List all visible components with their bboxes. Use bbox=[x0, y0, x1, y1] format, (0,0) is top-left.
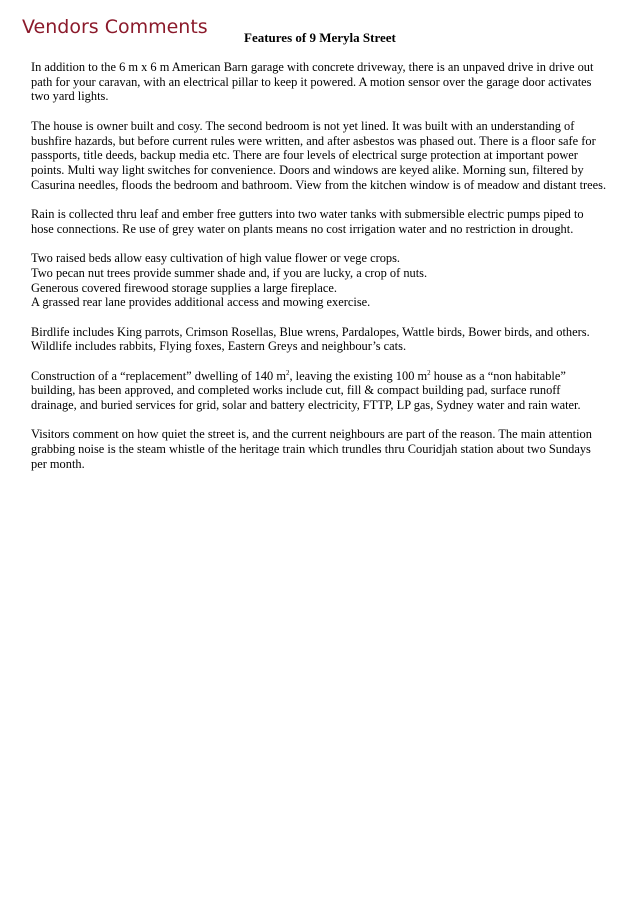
line-rear-lane: A grassed rear lane provides additional access and mowing exercise. bbox=[31, 295, 371, 310]
paragraph-visitors: Visitors comment on how quiet the street is, and the current neighbours are part of the reason. The main attention grabbing noise is the steam whistle of the heritage train which trundles thru Couridjah station about two Sundays per month. bbox=[31, 427, 592, 471]
line-pecan-trees: Two pecan nut trees provide summer shade and, if you are lucky, a crop of nuts. bbox=[31, 265, 428, 280]
superscript-squared-2: 2 bbox=[427, 368, 431, 377]
paragraph-wildlife: Birdlife includes King parrots, Crimson Rosellas, Blue wrens, Pardalopes, Wattle birds, Bower birds, and others. Wildlife includes rabbits, Flying foxes, Eastern Greys and neighbour’s cats. bbox=[31, 324, 590, 354]
line-firewood: Generous covered firewood storage supplies a large fireplace. bbox=[31, 280, 337, 295]
document-body bbox=[31, 60, 609, 486]
construction-text-3: house as a “non habitable” building, has been approved, and completed works include cut, fill & compact building pad, surface runoff drainage, and buried services for grid, solar and battery electricity, FTTP, LP gas, Sydney water and rain water. bbox=[31, 368, 581, 413]
paragraph-house: The house is owner built and cosy. The second bedroom is not yet lined. It was built with an understanding of bushfire hazards, but before current rules were written, and after asbestos was phased out. There is a floor safe for passports, title deeds, backup media etc. There are four levels of electrical surge protection at important power points. Multi way light switches for convenience. Doors and windows are keyed alike. Morning sun, filtered by Casurina needles, floods the bedroom and bathroom. View from the kitchen window is of meadow and distant trees. bbox=[31, 118, 607, 192]
construction-text-1: Construction of a “replacement” dwelling of 140 m bbox=[31, 368, 286, 383]
paragraph-construction bbox=[31, 369, 609, 413]
page-title: Features of 9 Meryla Street bbox=[244, 30, 396, 45]
superscript-squared-1: 2 bbox=[285, 368, 290, 377]
paragraph-garage: In addition to the 6 m x 6 m American Barn garage with concrete driveway, there is an unpaved drive in drive out path for your caravan, with an electrical pillar to keep it powered. A motion sensor over the garage door activates two yard lights. bbox=[31, 60, 594, 104]
vendors-comments-heading: Vendors Comments bbox=[22, 16, 208, 38]
paragraph-water: Rain is collected thru leaf and ember free gutters into two water tanks with submersible electric pumps piped to hose connections. Re use of grey water on plants means no cost irrigation water and no restriction in drought. bbox=[31, 207, 584, 236]
line-raised-beds: Two raised beds allow easy cultivation of high value flower or vege crops. bbox=[31, 251, 401, 266]
construction-text-2: , leaving the existing 100 m bbox=[289, 368, 428, 383]
